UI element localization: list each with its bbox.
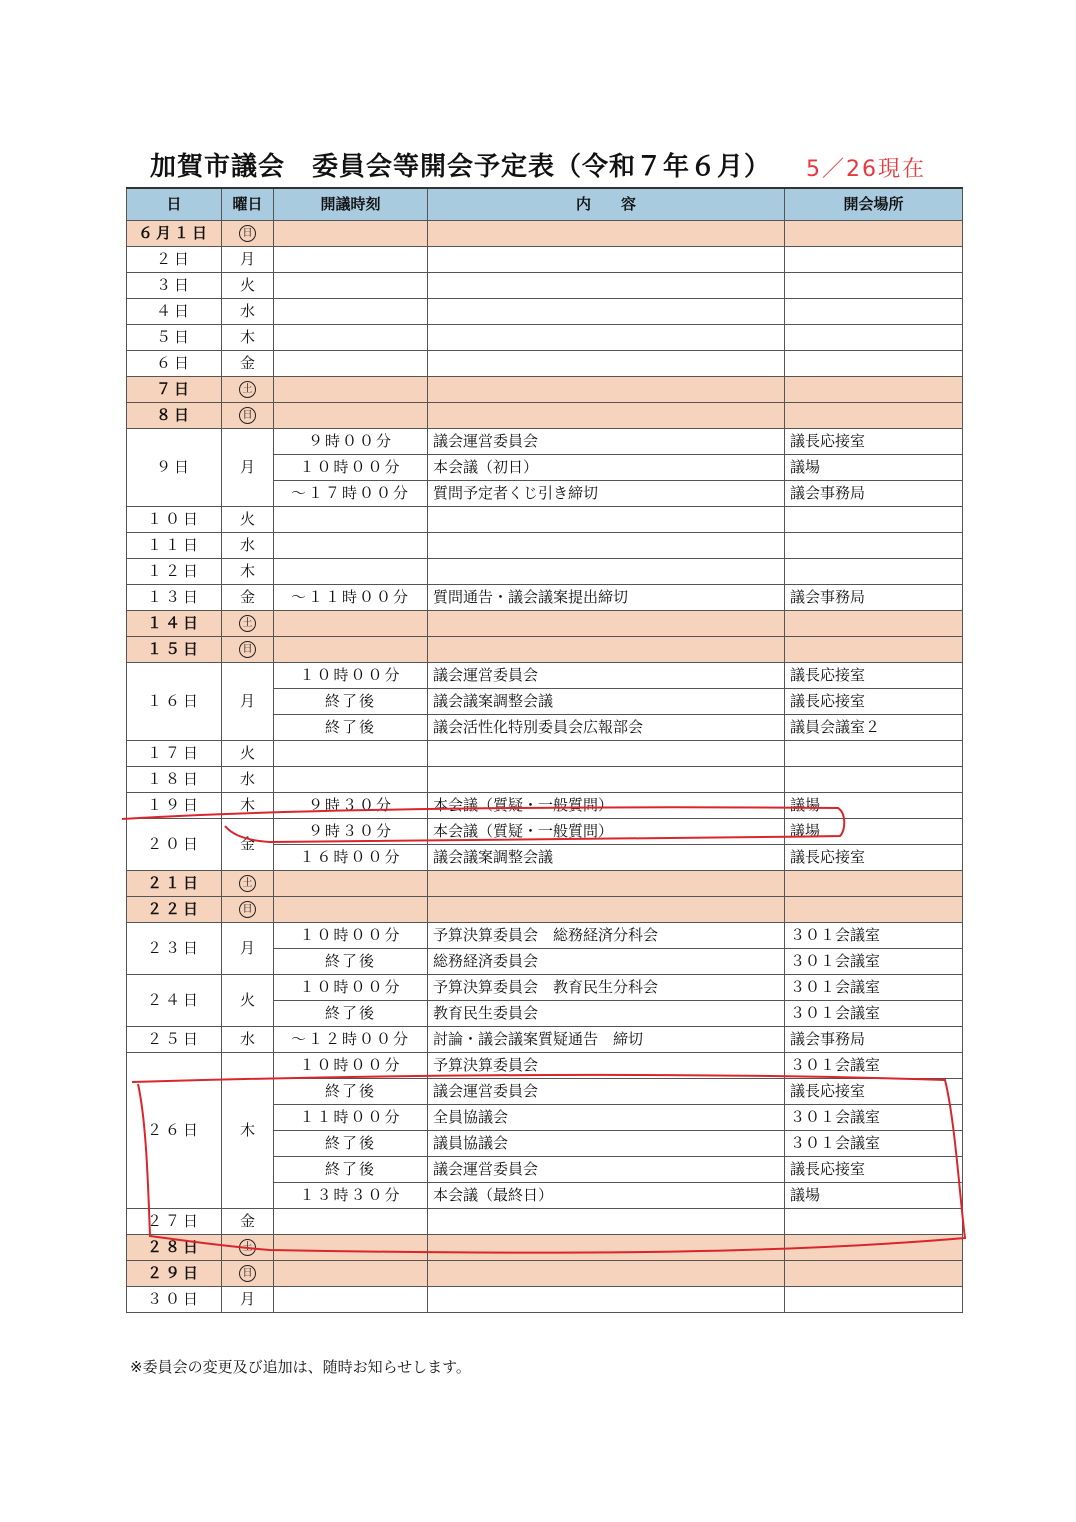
time-cell [274,403,428,429]
time-cell: ９時３０分 [274,819,428,845]
place-cell: 議場 [785,793,963,819]
table-row [127,585,963,611]
circled-weekday: 土 [239,1239,256,1256]
weekday-cell [222,897,274,923]
time-cell [274,221,428,247]
content-cell: 議会運営委員会 [428,429,785,455]
time-cell: １０時００分 [274,663,428,689]
time-cell: １６時００分 [274,845,428,871]
table-row [127,741,963,767]
time-cell: 終了後 [274,1157,428,1183]
time-cell: １１時００分 [274,1105,428,1131]
place-cell: 議場 [785,819,963,845]
place-cell: 議長応接室 [785,845,963,871]
place-cell: ３０１会議室 [785,1131,963,1157]
date-cell: ２９日 [127,1261,222,1287]
content-cell [428,221,785,247]
weekday-cell: 水 [222,299,274,325]
weekday-cell [222,403,274,429]
place-cell: 議長応接室 [785,429,963,455]
place-cell: 議場 [785,455,963,481]
table-row [127,429,963,455]
content-cell [428,897,785,923]
date-cell: ２７日 [127,1209,222,1235]
table-row [127,923,963,949]
content-cell: 議会運営委員会 [428,1157,785,1183]
time-cell: 終了後 [274,949,428,975]
table-row [127,507,963,533]
content-cell: 総務経済委員会 [428,949,785,975]
place-cell: ３０１会議室 [785,1001,963,1027]
content-cell [428,1235,785,1261]
content-cell [428,533,785,559]
date-cell: ２日 [127,247,222,273]
weekday-cell: 月 [222,247,274,273]
weekday-cell: 火 [222,507,274,533]
place-cell: 議員会議室２ [785,715,963,741]
time-cell: ～１１時００分 [274,585,428,611]
place-cell: 議場 [785,1183,963,1209]
date-cell: １５日 [127,637,222,663]
place-cell [785,637,963,663]
place-cell [785,1287,963,1313]
table-row [127,221,963,247]
table-row [127,299,963,325]
circled-weekday: 土 [239,615,256,632]
date-cell: ２０日 [127,819,222,871]
place-cell: 議会事務局 [785,585,963,611]
circled-weekday: 日 [239,225,256,242]
schedule-table [126,187,963,1313]
table-row [127,351,963,377]
time-cell: 終了後 [274,1001,428,1027]
time-cell: 終了後 [274,1079,428,1105]
content-cell: 本会議（質疑・一般質問） [428,793,785,819]
weekday-cell [222,611,274,637]
content-cell: 議会活性化特別委員会広報部会 [428,715,785,741]
date-cell: １２日 [127,559,222,585]
time-cell [274,247,428,273]
content-cell: 本会議（質疑・一般質問） [428,819,785,845]
date-cell: １７日 [127,741,222,767]
place-cell [785,897,963,923]
table-row [127,793,963,819]
time-cell [274,1235,428,1261]
time-cell [274,1261,428,1287]
footnote: ※委員会の変更及び追加は、随時お知らせします。 [130,1358,471,1376]
content-cell [428,377,785,403]
weekday-cell: 火 [222,975,274,1027]
table-row [127,403,963,429]
date-cell: ６日 [127,351,222,377]
date-cell: ４日 [127,299,222,325]
place-cell: 議長応接室 [785,689,963,715]
date-cell: ２５日 [127,1027,222,1053]
weekday-cell [222,1261,274,1287]
content-cell [428,1287,785,1313]
table-row [127,273,963,299]
content-cell: 議員協議会 [428,1131,785,1157]
time-cell [274,897,428,923]
content-cell [428,1261,785,1287]
circled-weekday: 日 [239,407,256,424]
time-cell: ～１７時００分 [274,481,428,507]
date-cell: ７日 [127,377,222,403]
table-row [127,1235,963,1261]
table-row [127,897,963,923]
place-cell [785,247,963,273]
content-cell [428,637,785,663]
content-cell: 質問予定者くじ引き締切 [428,481,785,507]
weekday-cell: 水 [222,767,274,793]
weekday-cell: 金 [222,585,274,611]
table-row [127,975,963,1001]
weekday-cell [222,1235,274,1261]
place-cell: ３０１会議室 [785,1105,963,1131]
weekday-cell: 木 [222,325,274,351]
header-time: 開議時刻 [274,188,428,221]
place-cell [785,507,963,533]
place-cell [785,1209,963,1235]
content-cell [428,871,785,897]
place-cell [785,533,963,559]
weekday-cell: 月 [222,429,274,507]
place-cell [785,325,963,351]
header-row [127,188,963,221]
place-cell: 議会事務局 [785,481,963,507]
time-cell: ～１２時００分 [274,1027,428,1053]
content-cell: 本会議（初日） [428,455,785,481]
time-cell [274,377,428,403]
time-cell [274,767,428,793]
table-row [127,325,963,351]
content-cell [428,559,785,585]
table-row [127,559,963,585]
time-cell [274,559,428,585]
weekday-cell: 金 [222,819,274,871]
table-row [127,247,963,273]
circled-weekday: 土 [239,875,256,892]
header-content: 内 容 [428,188,785,221]
weekday-cell [222,377,274,403]
time-cell [274,533,428,559]
date-cell: １４日 [127,611,222,637]
date-cell: ２３日 [127,923,222,975]
date-cell: ６月１日 [127,221,222,247]
weekday-cell: 月 [222,663,274,741]
place-cell [785,1261,963,1287]
content-cell [428,403,785,429]
date-cell: ２１日 [127,871,222,897]
content-cell [428,247,785,273]
place-cell [785,221,963,247]
time-cell [274,507,428,533]
time-cell [274,351,428,377]
place-cell [785,611,963,637]
content-cell: 予算決算委員会 [428,1053,785,1079]
header-date: 日 [127,188,222,221]
date-cell: １６日 [127,663,222,741]
date-cell: １０日 [127,507,222,533]
time-cell: １０時００分 [274,455,428,481]
content-cell [428,507,785,533]
content-cell: 予算決算委員会 総務経済分科会 [428,923,785,949]
weekday-cell: 木 [222,559,274,585]
date-cell: １８日 [127,767,222,793]
time-cell: １０時００分 [274,923,428,949]
date-cell: ８日 [127,403,222,429]
table-row [127,533,963,559]
place-cell [785,299,963,325]
content-cell: 議会議案調整会議 [428,845,785,871]
place-cell [785,351,963,377]
place-cell [785,741,963,767]
place-cell: ３０１会議室 [785,1053,963,1079]
content-cell [428,273,785,299]
table-row [127,819,963,845]
content-cell [428,299,785,325]
time-cell [274,1209,428,1235]
date-cell: ２４日 [127,975,222,1027]
place-cell: 議長応接室 [785,1157,963,1183]
circled-weekday: 日 [239,641,256,658]
content-cell: 予算決算委員会 教育民生分科会 [428,975,785,1001]
table-row [127,1209,963,1235]
weekday-cell: 水 [222,533,274,559]
time-cell [274,273,428,299]
date-cell: ３０日 [127,1287,222,1313]
header-place: 開会場所 [785,188,963,221]
date-cell: １１日 [127,533,222,559]
content-cell [428,351,785,377]
table-row [127,663,963,689]
date-cell: １９日 [127,793,222,819]
time-cell [274,325,428,351]
content-cell [428,325,785,351]
table-row [127,1053,963,1079]
weekday-cell: 金 [222,351,274,377]
time-cell: ９時００分 [274,429,428,455]
content-cell: 議会運営委員会 [428,1079,785,1105]
place-cell [785,559,963,585]
content-cell: 議会議案調整会議 [428,689,785,715]
content-cell [428,611,785,637]
table-row [127,1027,963,1053]
place-cell: ３０１会議室 [785,923,963,949]
place-cell [785,377,963,403]
time-cell: 終了後 [274,715,428,741]
time-cell: １３時３０分 [274,1183,428,1209]
table-row [127,767,963,793]
time-cell: 終了後 [274,689,428,715]
content-cell: 本会議（最終日） [428,1183,785,1209]
place-cell [785,1235,963,1261]
weekday-cell: 水 [222,1027,274,1053]
content-cell: 討論・議会議案質疑通告 締切 [428,1027,785,1053]
weekday-cell: 月 [222,1287,274,1313]
weekday-cell: 火 [222,741,274,767]
date-cell: ３日 [127,273,222,299]
place-cell: 議長応接室 [785,1079,963,1105]
content-cell: 質問通告・議会議案提出締切 [428,585,785,611]
place-cell [785,767,963,793]
place-cell [785,403,963,429]
place-cell: 議長応接室 [785,663,963,689]
table-row [127,1261,963,1287]
table-row [127,377,963,403]
table-row [127,871,963,897]
weekday-cell: 月 [222,923,274,975]
time-cell [274,871,428,897]
weekday-cell [222,871,274,897]
place-cell [785,871,963,897]
place-cell [785,273,963,299]
weekday-cell: 火 [222,273,274,299]
weekday-cell: 木 [222,1053,274,1209]
time-cell: ９時３０分 [274,793,428,819]
weekday-cell [222,637,274,663]
date-cell: ２２日 [127,897,222,923]
time-cell [274,637,428,663]
content-cell [428,1209,785,1235]
time-cell: １０時００分 [274,975,428,1001]
time-cell [274,611,428,637]
date-cell: ２６日 [127,1053,222,1209]
date-cell: ２８日 [127,1235,222,1261]
weekday-cell [222,221,274,247]
time-cell: 終了後 [274,1131,428,1157]
weekday-cell: 金 [222,1209,274,1235]
header-day: 曜日 [222,188,274,221]
time-cell [274,299,428,325]
content-cell: 教育民生委員会 [428,1001,785,1027]
table-row [127,637,963,663]
time-cell [274,1287,428,1313]
content-cell: 全員協議会 [428,1105,785,1131]
date-cell: １３日 [127,585,222,611]
content-cell: 議会運営委員会 [428,663,785,689]
table-row [127,611,963,637]
as-of-date: 5／26現在 [806,157,926,182]
table-row [127,1287,963,1313]
content-cell [428,741,785,767]
weekday-cell: 木 [222,793,274,819]
schedule-body [127,221,963,1313]
circled-weekday: 日 [239,1265,256,1282]
circled-weekday: 日 [239,901,256,918]
place-cell: ３０１会議室 [785,949,963,975]
content-cell [428,767,785,793]
time-cell [274,741,428,767]
circled-weekday: 土 [239,381,256,398]
date-cell: ５日 [127,325,222,351]
time-cell: １０時００分 [274,1053,428,1079]
page-title: 加賀市議会 委員会等開会予定表（令和７年６月） [150,152,772,182]
place-cell: 議会事務局 [785,1027,963,1053]
place-cell: ３０１会議室 [785,975,963,1001]
date-cell: ９日 [127,429,222,507]
